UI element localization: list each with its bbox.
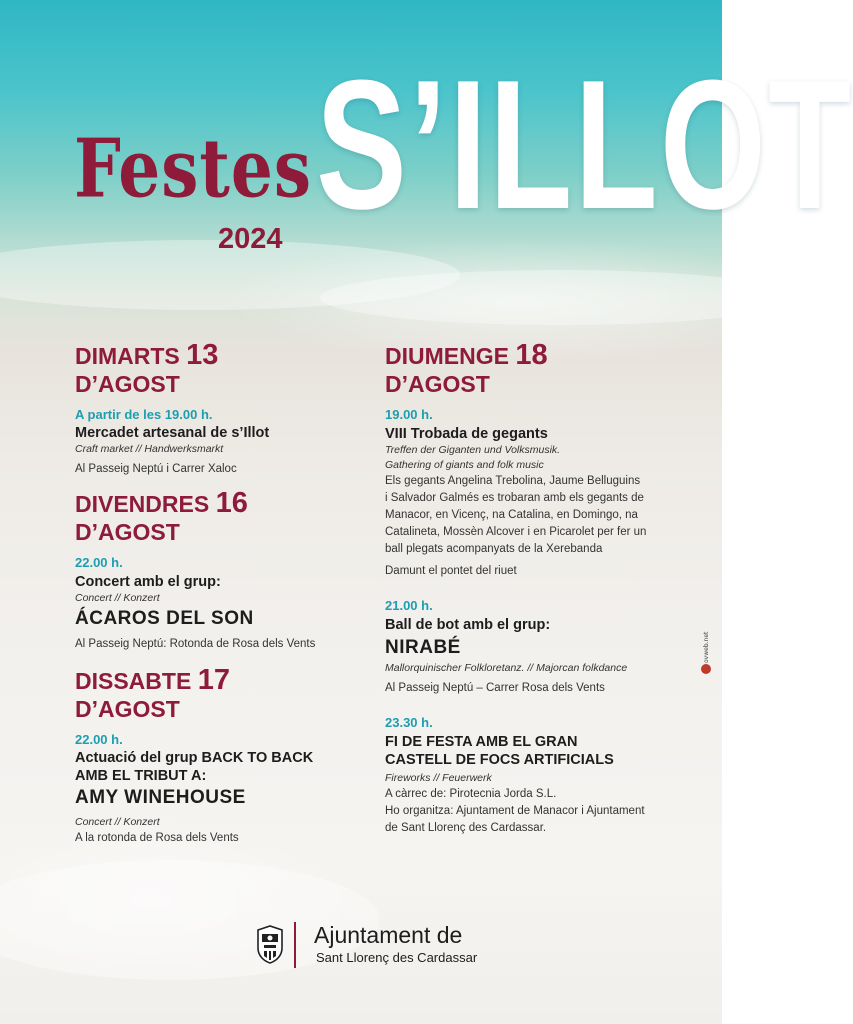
- day-heading: [75, 666, 365, 695]
- event-desc-line: Ho organitza: Ajuntament de Manacor i Ajuntament: [385, 805, 645, 817]
- event-fireworks: [385, 715, 685, 837]
- event-desc-line: ball plegats acompanyats de la Xerebanda: [385, 543, 603, 555]
- event-title: Mercadet artesanal de s’Illot: [75, 425, 270, 441]
- event-translation: Craft market // Handwerksmarkt: [75, 443, 224, 455]
- day-number: 16: [215, 487, 248, 519]
- event-place: A la rotonda de Rosa dels Vents: [75, 832, 239, 844]
- band-name: NIRABÉ: [385, 637, 461, 658]
- watermark-dot-icon: [701, 664, 711, 674]
- event-translation: Mallorquinischer Folkloretanz. // Majorcan folkdance: [385, 662, 628, 674]
- event-desc-line: i Salvador Galmés es trobaran amb els gegants de: [385, 492, 644, 504]
- event-title-line2: AMB EL TRIBUT A:: [75, 768, 207, 784]
- band-name: ÁCAROS DEL SON: [75, 608, 254, 629]
- event-time: 23.30 h.: [385, 715, 433, 730]
- event-translation: Fireworks // Feuerwerk: [385, 772, 492, 784]
- event-desc-line: Manacor, en Vicenç, na Catalina, en Domingo, na: [385, 509, 638, 521]
- day-heading: [75, 489, 365, 518]
- event-place: Damunt el pontet del riuet: [385, 565, 517, 577]
- footer-divider: [294, 922, 296, 968]
- day-number: 18: [515, 339, 548, 371]
- day-month: D’AGOST: [75, 519, 180, 545]
- event-title-line1: FI DE FESTA AMB EL GRAN: [385, 734, 578, 750]
- sillot-title: S’ILLOT: [316, 41, 853, 247]
- event-time: A partir de les 19.00 h.: [75, 407, 213, 422]
- event-translation: Concert // Konzert: [75, 592, 160, 604]
- day-weekday: DIVENDRES: [75, 491, 210, 517]
- watermark-text: ovweb.net: [703, 631, 710, 663]
- event-title: VIII Trobada de gegants: [385, 426, 548, 442]
- footer-logo: [255, 922, 495, 974]
- event-time: 22.00 h.: [75, 732, 123, 747]
- event-giants: [385, 407, 685, 580]
- day-weekday: DIUMENGE: [385, 343, 509, 369]
- event-title: Concert amb el grup:: [75, 574, 221, 590]
- day-weekday: DISSABTE: [75, 668, 192, 694]
- event-translation: Concert // Konzert: [75, 816, 160, 828]
- event-translation: Gathering of giants and folk music: [385, 459, 544, 471]
- event-title: Ball de bot amb el grup:: [385, 617, 551, 633]
- footer-org-town: Sant Llorenç des Cardassar: [316, 950, 478, 965]
- day-16-block: [75, 489, 365, 653]
- day-heading: [385, 341, 685, 370]
- event-place: Al Passeig Neptú: Rotonda de Rosa dels Vents: [75, 638, 316, 650]
- day-number: 13: [186, 339, 219, 371]
- day-weekday: DIMARTS: [75, 343, 180, 369]
- festes-title: Festes: [74, 120, 313, 216]
- event-desc-line: Els gegants Angelina Trebolina, Jaume Belluguins: [385, 475, 641, 487]
- day-month: D’AGOST: [75, 696, 180, 722]
- day-month: D’AGOST: [385, 371, 490, 397]
- day-number: 17: [197, 664, 230, 696]
- day-17-block: [75, 666, 365, 847]
- left-column: [75, 341, 365, 847]
- event-time: 21.00 h.: [385, 598, 433, 613]
- day-13-block: [75, 341, 365, 478]
- event-desc-line: de Sant Llorenç des Cardassar.: [385, 822, 547, 834]
- footer-org-name: Ajuntament de: [314, 922, 463, 948]
- side-watermark: [698, 615, 714, 675]
- event-desc-line: Catalineta, Mossèn Alcover i en Picarolet per fer un: [385, 526, 647, 538]
- event-ball-de-bot: [385, 598, 685, 697]
- event-place: Al Passeig Neptú i Carrer Xaloc: [75, 463, 237, 475]
- event-title-line1: Actuació del grup BACK TO BACK: [75, 750, 314, 766]
- event-time: 22.00 h.: [75, 555, 123, 570]
- crest-icon: [255, 924, 285, 964]
- right-column: [385, 341, 685, 837]
- day-heading: [75, 341, 365, 370]
- event-time: 19.00 h.: [385, 407, 433, 422]
- event-title-line2: CASTELL DE FOCS ARTIFICIALS: [385, 752, 614, 768]
- event-desc-line: A càrrec de: Pirotecnia Jorda S.L.: [385, 788, 557, 800]
- day-month: D’AGOST: [75, 371, 180, 397]
- event-place: Al Passeig Neptú – Carrer Rosa dels Vents: [385, 682, 605, 694]
- band-name: AMY WINEHOUSE: [75, 787, 246, 808]
- event-translation: Treffen der Giganten und Volksmusik.: [385, 444, 561, 456]
- foam-wave: [320, 270, 800, 325]
- festival-year: 2024: [218, 223, 283, 255]
